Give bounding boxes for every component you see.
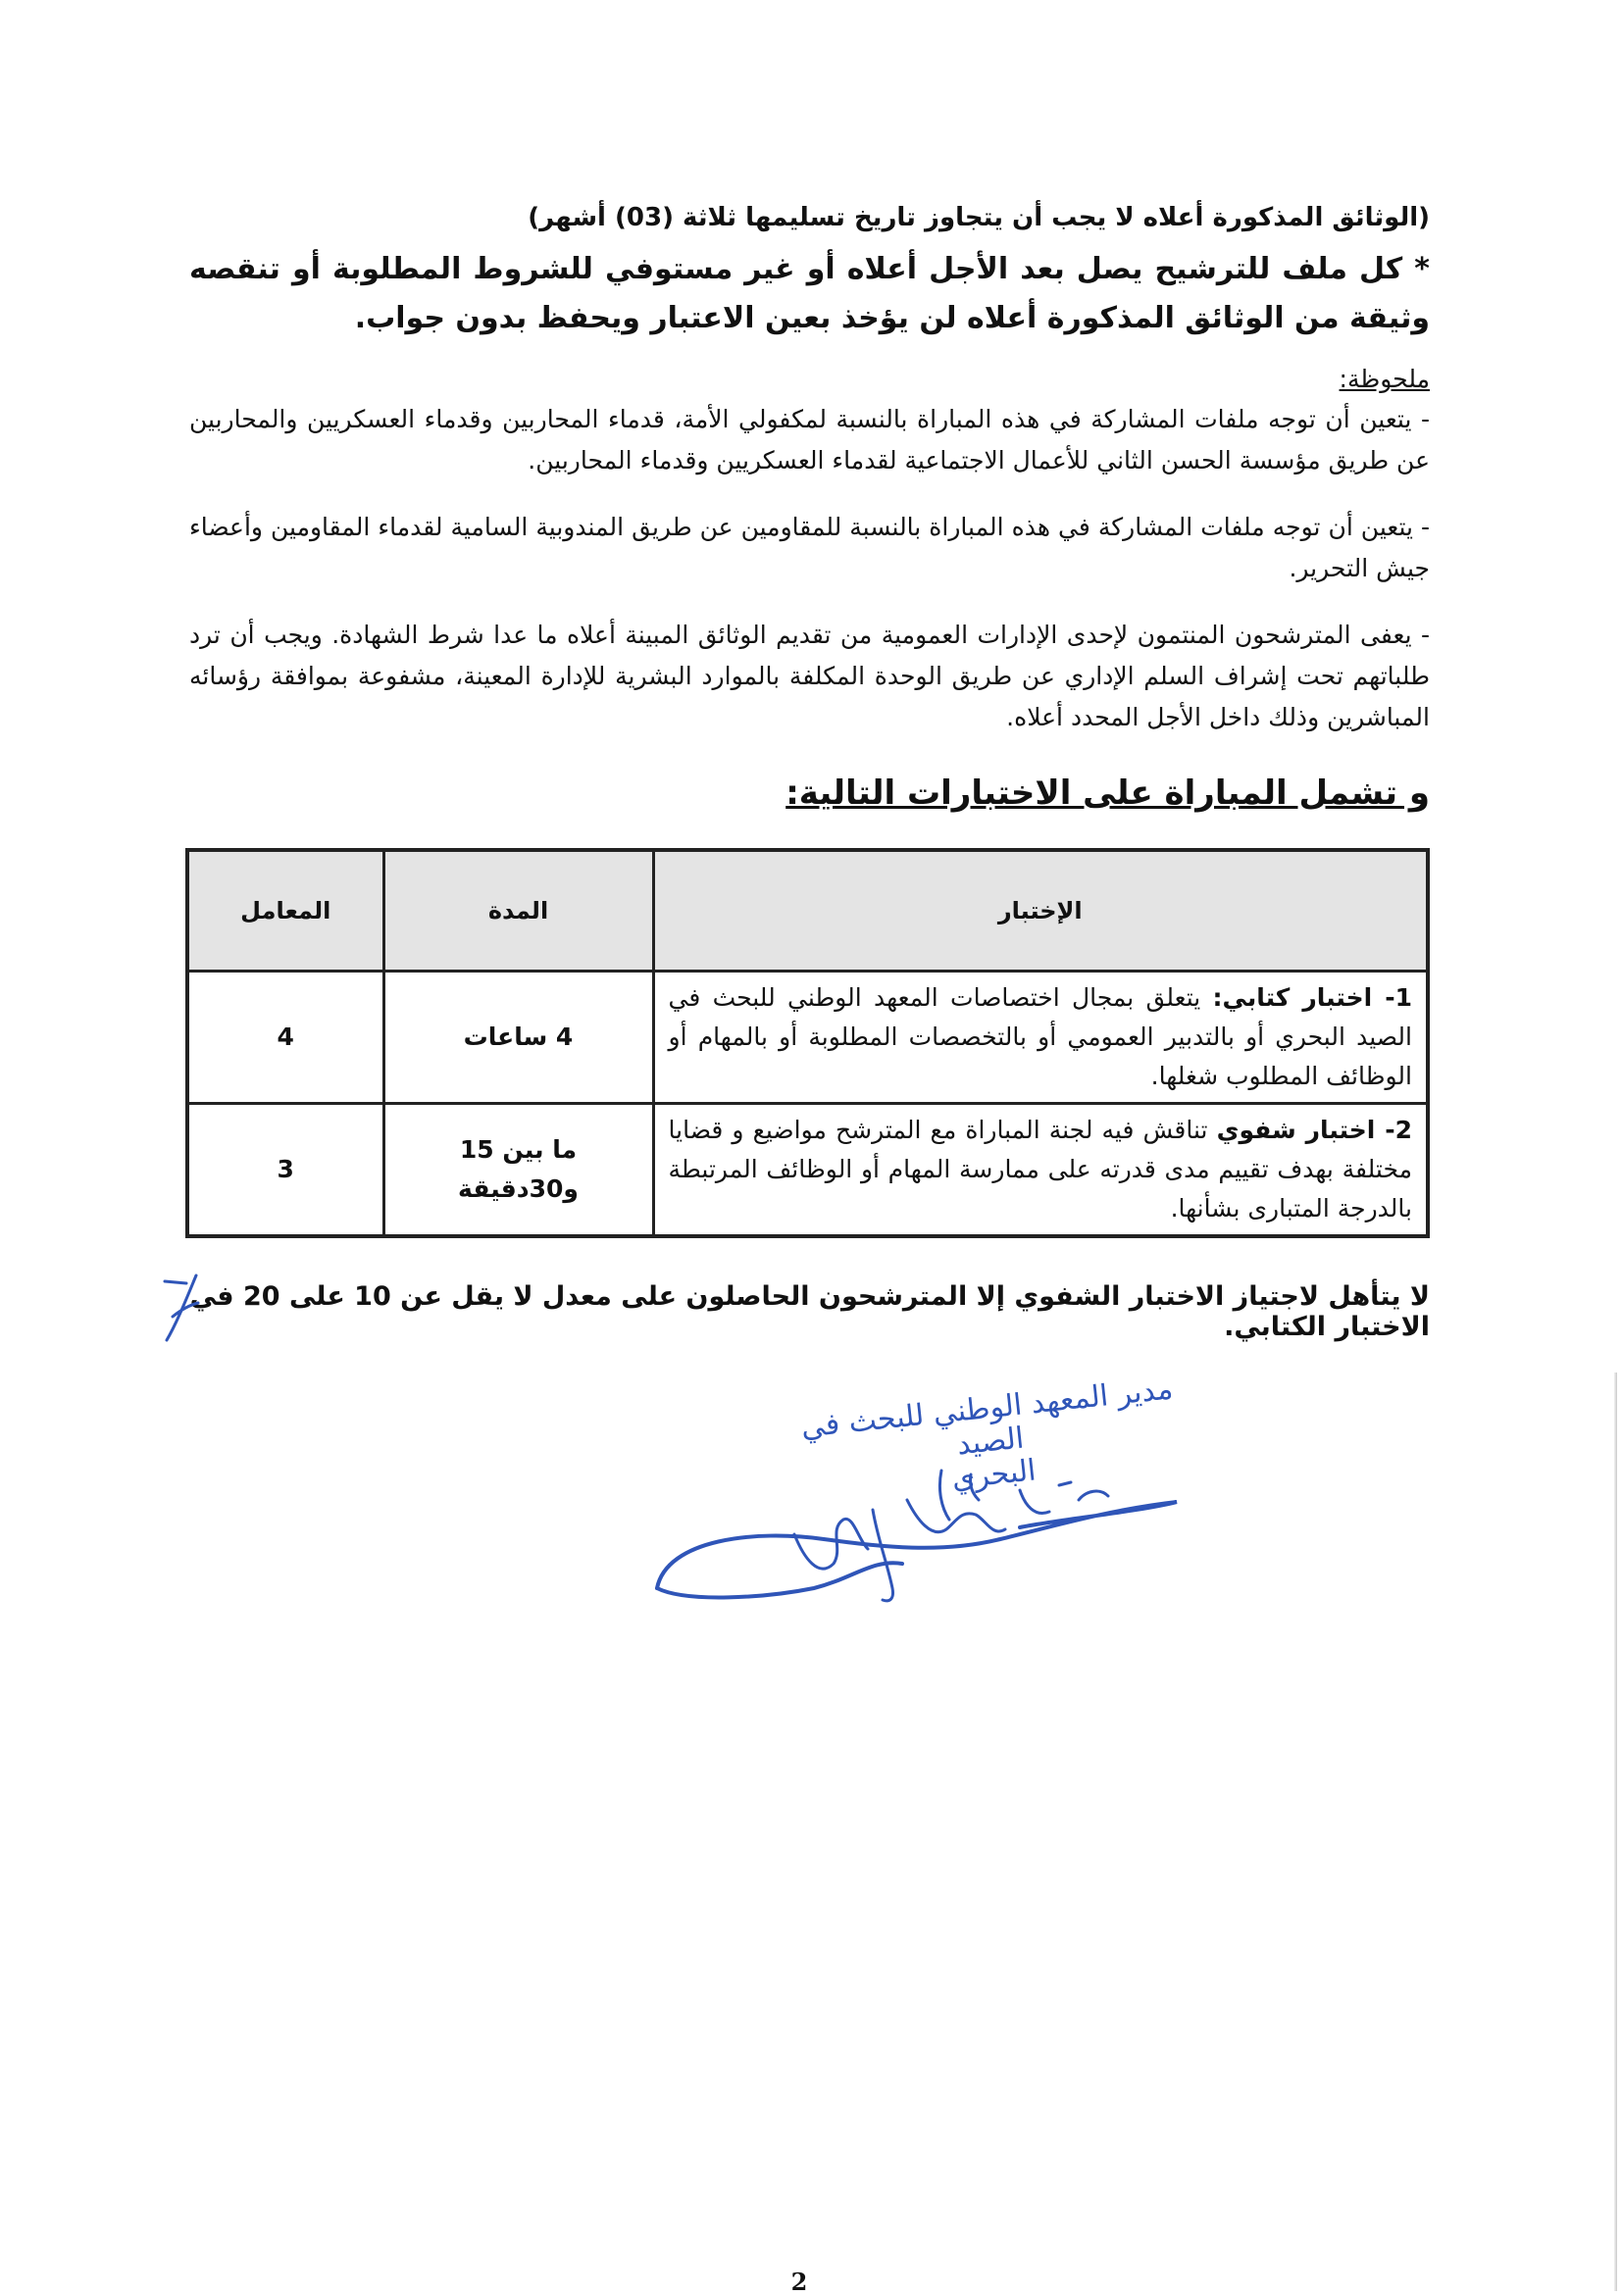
late-file-warning: * كل ملف للترشيح يصل بعد الأجل أعلاه أو غير مستوفي للشروط المطلوبة أو تنقصه وثيقة من الوثائق المذكورة أعلاه لن يؤخذ بعين الاعتبار ويحفظ بدون جواب. (189, 252, 1430, 335)
test-cell (653, 972, 1428, 1104)
tests-table (185, 848, 1430, 1238)
page-number: 2 (790, 2268, 808, 2296)
header-duration: المدة (383, 850, 653, 972)
signature-block (647, 1372, 1196, 1647)
signature-title-line: البحري (949, 1453, 1038, 1497)
table-row (187, 972, 1428, 1104)
header-coefficient: المعامل (187, 850, 383, 972)
documents-validity-note: (الوثائق المذكورة أعلاه لا يجب أن يتجاوز تاريخ تسليمها ثلاثة (03) أشهر) (528, 203, 1430, 232)
duration-cell: ما بين 15 و30دقيقة (383, 1104, 653, 1237)
test-description: يتعلق بمجال اختصاصات المعهد الوطني للبحث في الصيد البحري أو بالتدبير العمومي أو بالتخصصات المطلوبة أو بالمهام أو الوظائف المطلوب شغلها. (668, 983, 1412, 1090)
margin-checkmark-icon (157, 1270, 216, 1348)
document-body (189, 196, 1430, 1342)
test-name: 1- اختبار كتابي: (1212, 983, 1412, 1012)
header-test: الإختبار (653, 850, 1428, 972)
duration-cell: 4 ساعات (383, 972, 653, 1104)
signature-title-line: مدير المعهد الوطني للبحث في الصيد (799, 1372, 1175, 1463)
handwritten-signature-icon (647, 1392, 1196, 1647)
table-header-row (187, 850, 1428, 972)
page-edge (1614, 1373, 1617, 2291)
note-paragraph: - يتعين أن توجه ملفات المشاركة في هذه المباراة بالنسبة لمكفولي الأمة، قدماء المحاربين وقدماء العسكريين والمحاربين عن طريق مؤسسة الحسن الثاني للأعمال الاجتماعية لقدماء العسكريين وقدماء المحاربين. (189, 405, 1430, 474)
table-row (187, 1104, 1428, 1237)
oral-exam-eligibility-note: لا يتأهل لاجتياز الاختبار الشفوي إلا المترشحون الحاصلون على معدل لا يقل عن 10 على 20 في الاختبار الكتابي. (189, 1281, 1430, 1342)
tests-heading: و تشمل المباراة على الاختبارات التالية: (785, 774, 1430, 813)
coefficient-cell: 4 (187, 972, 383, 1104)
note-paragraph: - يعفى المترشحون المنتمون لإحدى الإدارات العمومية من تقديم الوثائق المبينة أعلاه ما عدا شرط الشهادة. ويجب أن ترد طلباتهم تحت إشراف السلم الإداري عن طريق الوحدة المكلفة بالموارد البشرية للإدارة المعينة، مشفوعة بموافقة رؤسائه المباشرين وذلك داخل الأجل المحدد أعلاه. (189, 621, 1430, 731)
test-cell (653, 1104, 1428, 1237)
note-paragraph: - يتعين أن توجه ملفات المشاركة في هذه المباراة بالنسبة للمقاومين عن طريق المندوبية السامية لقدماء المقاومين وأعضاء جيش التحرير. (189, 513, 1430, 582)
note-title: ملحوظة: (1339, 365, 1430, 393)
coefficient-cell: 3 (187, 1104, 383, 1237)
test-description: تناقش فيه لجنة المباراة مع المترشح مواضيع و قضايا مختلفة بهدف تقييم مدى قدرته على ممارسة المهام أو الوظائف المرتبطة بالدرجة المتبارى بشأنها. (668, 1116, 1412, 1223)
test-name: 2- اختبار شفوي (1216, 1116, 1412, 1144)
